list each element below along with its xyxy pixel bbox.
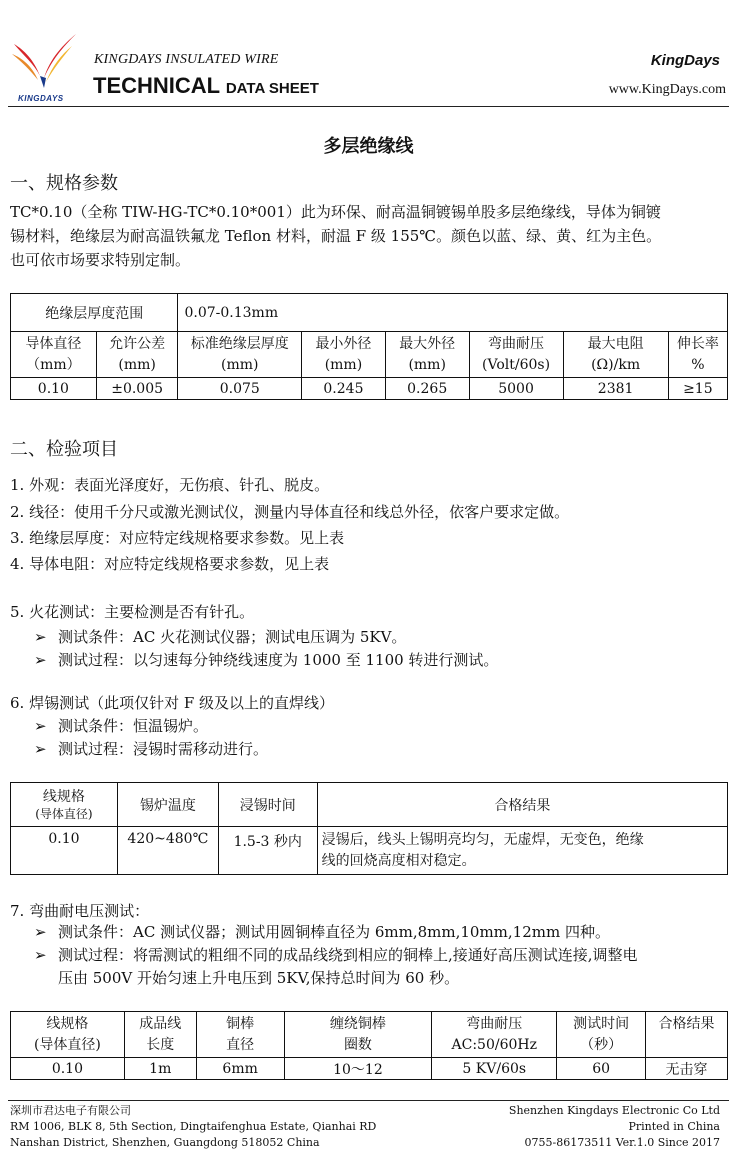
spec-description-line: TC*0.10（全称 TIW-HG-TC*0.10*001）此为环保、耐高温铜镀锡单股多层绝缘线，导体为铜镀 <box>10 203 661 221</box>
bullet-item: ➢ 测试条件：AC 火花测试仪器；测试电压调为 5KV。 <box>34 628 407 646</box>
arrow-bullet-icon: ➢ <box>34 651 47 669</box>
column-header: 弯曲耐压 AC:50/60Hz <box>432 1012 557 1058</box>
column-header: 缠绕铜棒 圈数 <box>284 1012 432 1058</box>
spec-description-line: 锡材料，绝缘层为耐高温铁氟龙 Teflon 材料，耐温 F 级 155℃。颜色以蓝、绿、黄、红为主色。 <box>10 227 662 245</box>
header-title-small: DATA SHEET <box>225 80 319 97</box>
table-cell: 0.245 <box>302 378 386 400</box>
thickness-range-label: 绝缘层厚度范围 <box>11 294 178 332</box>
address-line: RM 1006, BLK 8, 5th Section, Dingtaifenghua Estate, Qianhai RD <box>10 1120 377 1133</box>
arrow-bullet-icon: ➢ <box>34 946 47 964</box>
column-header: 合格结果 <box>646 1012 728 1058</box>
bullet-item: ➢ 测试过程：将需测试的粗细不同的成品线绕到相应的铜棒上,接通好高压测试连接,调整电 <box>34 946 638 964</box>
column-header: 线规格 (导体直径) <box>11 1012 125 1058</box>
inspection-item: 6. 焊锡测试（此项仅针对 F 级及以上的直焊线） <box>10 694 335 712</box>
table-row <box>11 1058 728 1080</box>
footer-info <box>509 1103 720 1151</box>
column-header: 标准绝缘层厚度 (mm) <box>178 332 302 378</box>
solder-test-table <box>10 782 728 875</box>
column-header: 铜棒 直径 <box>196 1012 284 1058</box>
inspection-item: 1. 外观：表面光泽度好，无伤痕、针孔、脱皮。 <box>10 476 330 494</box>
spec-description-line: 也可依市场要求特别定制。 <box>10 251 191 269</box>
table-cell: ≥15 <box>668 378 727 400</box>
column-header: 最小外径 (mm) <box>302 332 386 378</box>
arrow-bullet-icon: ➢ <box>34 923 47 941</box>
inspection-item: 2. 线径：使用千分尺或激光测试仪，测量内导体直径和线总外径，依客户要求定做。 <box>10 503 570 521</box>
column-header: 允许公差 (mm) <box>96 332 178 378</box>
table-cell: 1.5-3 秒内 <box>218 827 317 875</box>
section-inspection-heading: 二、检验项目 <box>10 439 118 460</box>
bullet-item: ➢ 测试过程：浸锡时需移动进行。 <box>34 740 269 758</box>
column-header: 弯曲耐压 (Volt/60s) <box>469 332 563 378</box>
table-cell: 6mm <box>196 1058 284 1080</box>
bullet-item: ➢ 测试过程：以匀速每分钟绕线速度为 1000 至 1100 转进行测试。 <box>34 651 499 669</box>
contact-version: 0755-86173511 Ver.1.0 Since 2017 <box>524 1136 720 1149</box>
table-cell: 0.265 <box>385 378 469 400</box>
table-cell: 2381 <box>563 378 668 400</box>
table-cell: 无击穿 <box>646 1058 728 1080</box>
header-title-main: TECHNICAL <box>93 73 220 98</box>
bend-test-table <box>10 1011 728 1080</box>
website-link[interactable]: www.KingDays.com <box>608 82 726 97</box>
table-row <box>11 378 728 400</box>
table-cell: 5000 <box>469 378 563 400</box>
table-cell: 10～12 <box>284 1058 432 1080</box>
inspection-item: 4. 导体电阻：对应特定线规格要求参数，见上表 <box>10 555 330 573</box>
table-cell: 60 <box>557 1058 646 1080</box>
table-cell: 420~480℃ <box>117 827 218 875</box>
column-header: 导体直径 （mm） <box>11 332 97 378</box>
header-title <box>93 73 319 99</box>
arrow-bullet-icon: ➢ <box>34 628 47 646</box>
table-row <box>11 827 728 875</box>
column-header: 合格结果 <box>317 783 727 827</box>
thickness-range-value: 0.07-0.13mm <box>178 294 728 332</box>
inspection-item: 3. 绝缘层厚度：对应特定线规格要求参数。见上表 <box>10 529 345 547</box>
table-cell: 浸锡后，线头上锡明亮均匀，无虚焊，无变色，绝缘 线的回烧高度相对稳定。 <box>317 827 727 875</box>
table-cell: 0.075 <box>178 378 302 400</box>
column-header: 伸长率 % <box>668 332 727 378</box>
inspection-item: 7. 弯曲耐电压测试： <box>10 902 150 920</box>
document-title: 多层绝缘线 <box>323 136 414 157</box>
column-header: 锡炉温度 <box>117 783 218 827</box>
print-note: Printed in China <box>628 1120 720 1133</box>
column-header: 浸锡时间 <box>218 783 317 827</box>
arrow-bullet-icon: ➢ <box>34 740 47 758</box>
inspection-item: 5. 火花测试：主要检测是否有针孔。 <box>10 603 255 621</box>
address-line: Nanshan District, Shenzhen, Guangdong 518052 China <box>10 1136 320 1149</box>
table-cell: 0.10 <box>11 827 118 875</box>
spec-description <box>10 200 732 272</box>
company-name-cn: 深圳市君达电子有限公司 <box>10 1104 131 1117</box>
company-logo <box>10 30 80 106</box>
column-header: 最大电阻 (Ω)/km <box>563 332 668 378</box>
column-header: 测试时间 （秒） <box>557 1012 646 1058</box>
section-spec-heading: 一、规格参数 <box>10 173 118 194</box>
column-header: 最大外径 (mm) <box>385 332 469 378</box>
brand-name: KingDays <box>650 52 720 69</box>
header-subtitle: KINGDAYS INSULATED WIRE <box>94 52 279 67</box>
bullet-item: ➢ 测试条件：AC 测试仪器；测试用圆铜棒直径为 6mm,8mm,10mm,12mm 四种。 <box>34 923 610 941</box>
arrow-bullet-icon: ➢ <box>34 717 47 735</box>
table-cell: 5 KV/60s <box>432 1058 557 1080</box>
table-cell: ±0.005 <box>96 378 178 400</box>
footer-address <box>10 1103 376 1151</box>
table-cell: 1m <box>124 1058 196 1080</box>
column-header: 线规格 (导体直径) <box>11 783 118 827</box>
wings-logo-icon <box>10 30 80 92</box>
bullet-item: ➢ 测试条件：恒温锡炉。 <box>34 717 209 735</box>
table-cell: 0.10 <box>11 378 97 400</box>
header-divider <box>8 106 729 107</box>
column-header: 成品线 长度 <box>124 1012 196 1058</box>
spec-table <box>10 293 728 400</box>
footer-divider <box>8 1100 729 1101</box>
bullet-continuation: 压由 500V 开始匀速上升电压到 5KV,保持总时间为 60 秒。 <box>58 969 460 987</box>
table-cell: 0.10 <box>11 1058 125 1080</box>
logo-text: KINGDAYS <box>18 94 64 103</box>
company-name-en: Shenzhen Kingdays Electronic Co Ltd <box>508 1104 720 1117</box>
